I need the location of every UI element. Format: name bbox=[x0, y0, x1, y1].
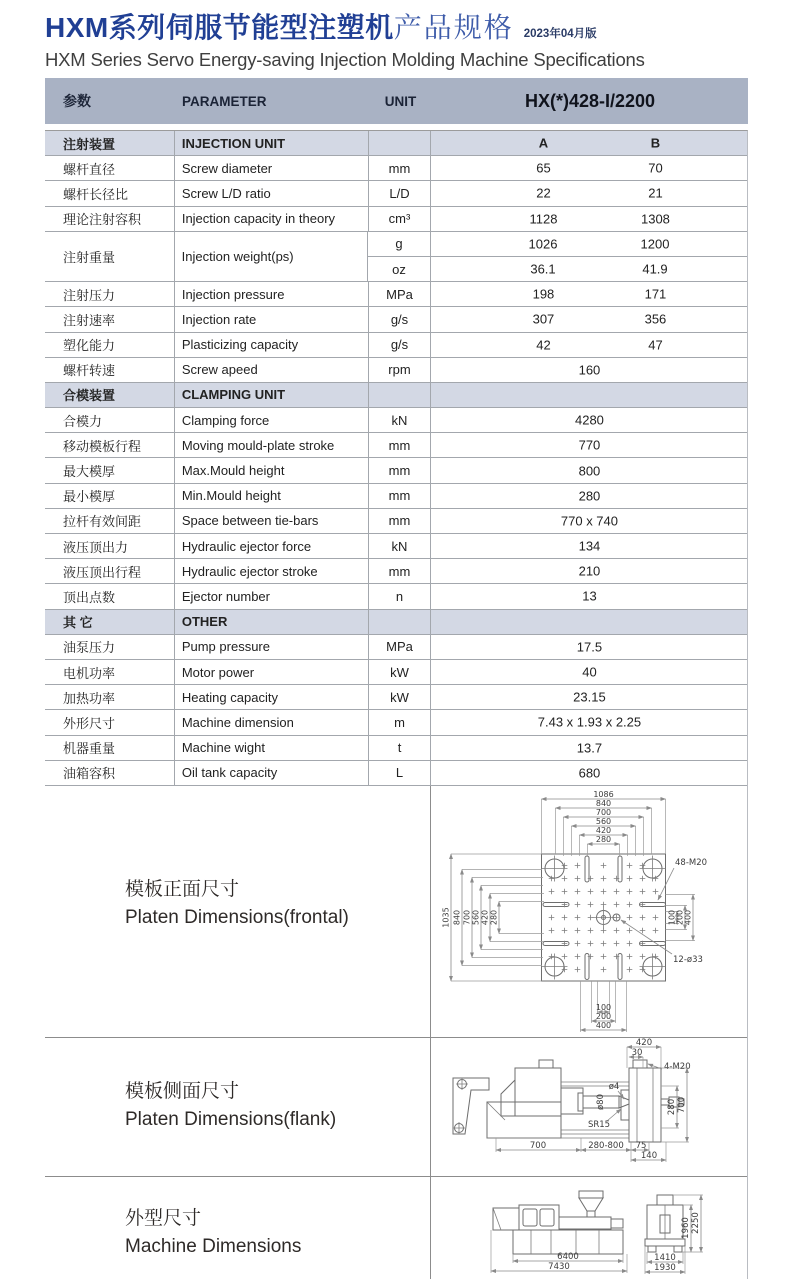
diagrams-section bbox=[45, 786, 748, 1279]
table-row bbox=[45, 635, 747, 660]
dim-label: 700 bbox=[595, 807, 612, 817]
table-row bbox=[45, 736, 747, 761]
param-zh-cell: 其 它 bbox=[45, 610, 175, 634]
param-en-cell: Pump pressure bbox=[175, 635, 369, 659]
value-cell: 17.5 bbox=[576, 639, 603, 655]
right-dimension-lines bbox=[666, 894, 696, 940]
value-cell: 280 bbox=[578, 488, 601, 504]
value-cell: 680 bbox=[578, 765, 601, 781]
diagram-label-cell bbox=[45, 1038, 431, 1176]
unit-cell: MPa bbox=[369, 282, 432, 306]
dim-label: 840 bbox=[595, 798, 612, 808]
value-cell: 65 bbox=[536, 160, 551, 176]
param-zh-cell: 注射压力 bbox=[45, 282, 175, 306]
unit-cell: g bbox=[368, 232, 431, 256]
dim-label: 75 bbox=[635, 1141, 647, 1152]
platen-frontal-drawing bbox=[431, 786, 747, 1038]
values-cell bbox=[431, 635, 747, 659]
sub-row bbox=[368, 257, 747, 281]
param-zh-cell: 加热功率 bbox=[45, 685, 175, 709]
value-cell: 198 bbox=[532, 286, 555, 302]
dim-label: 2250 bbox=[691, 1212, 701, 1235]
unit-cell: L/D bbox=[369, 181, 432, 205]
dim-label: 7430 bbox=[548, 1262, 570, 1273]
callout-tapped-holes: 4-M20 bbox=[664, 1062, 691, 1073]
value-cell: 770 x 740 bbox=[560, 513, 619, 529]
value-cell: 47 bbox=[648, 337, 663, 353]
diagram-row-machine-dimensions bbox=[45, 1177, 747, 1279]
left-dimension-lines bbox=[442, 854, 545, 981]
table-row bbox=[45, 307, 747, 332]
param-en-cell: Hydraulic ejector force bbox=[175, 534, 369, 558]
dim-label: 400 bbox=[595, 1020, 612, 1030]
top-dimension-lines bbox=[542, 790, 666, 856]
unit-cell: mm bbox=[369, 156, 432, 180]
dim-label: 1960 bbox=[681, 1217, 691, 1240]
value-cell: 41.9 bbox=[642, 261, 668, 277]
unit-cell: oz bbox=[368, 257, 431, 281]
values-cell bbox=[431, 383, 747, 407]
unit-cell: MPa bbox=[369, 635, 432, 659]
value-cell: 23.15 bbox=[573, 689, 606, 705]
param-zh-cell: 合模力 bbox=[45, 408, 175, 432]
dim-label: 100 bbox=[667, 909, 677, 926]
param-zh-cell: 移动模板行程 bbox=[45, 433, 175, 457]
param-zh-cell: 塑化能力 bbox=[45, 333, 175, 357]
col-header-param-zh: 参数 bbox=[63, 93, 91, 109]
unit-cell: mm bbox=[369, 458, 432, 482]
dim-label: 1930 bbox=[654, 1263, 676, 1274]
unit-cell: mm bbox=[369, 509, 432, 533]
table-row bbox=[45, 207, 747, 232]
machine-side-view bbox=[493, 1191, 623, 1254]
machine-end-view bbox=[645, 1195, 685, 1252]
table-row bbox=[45, 710, 747, 735]
callouts bbox=[621, 858, 707, 965]
param-en-cell: Min.Mould height bbox=[175, 484, 369, 508]
values-cell bbox=[431, 484, 747, 508]
values-cell bbox=[431, 257, 747, 281]
unit-cell bbox=[369, 610, 432, 634]
diagram-label-cell bbox=[45, 1177, 431, 1279]
unit-cell: kW bbox=[369, 685, 432, 709]
unit-cell: L bbox=[369, 761, 432, 785]
unit-cell: n bbox=[369, 584, 432, 608]
param-en-cell: Ejector number bbox=[175, 584, 369, 608]
diagram-label-zh: 模板正面尺寸 bbox=[125, 878, 240, 900]
value-cell: 22 bbox=[536, 185, 551, 201]
param-zh-cell: 注射装置 bbox=[45, 131, 175, 155]
value-cell: 160 bbox=[578, 362, 601, 378]
unit-cell: mm bbox=[369, 559, 432, 583]
value-cell: 307 bbox=[532, 311, 555, 327]
param-zh-cell: 机器重量 bbox=[45, 736, 175, 760]
param-en-cell: Max.Mould height bbox=[175, 458, 369, 482]
value-cell: 36.1 bbox=[530, 261, 556, 277]
dim-label: SR15 bbox=[587, 1120, 611, 1131]
page-header bbox=[0, 0, 790, 71]
table-row bbox=[45, 358, 747, 383]
values-cell bbox=[431, 458, 747, 482]
value-cell: A bbox=[538, 135, 549, 151]
value-cell: 770 bbox=[578, 437, 601, 453]
values-cell bbox=[431, 736, 747, 760]
dim-label: 840 bbox=[452, 909, 462, 926]
unit-cell bbox=[369, 131, 432, 155]
values-cell bbox=[431, 131, 747, 155]
machine-dimensions-drawing bbox=[431, 1177, 747, 1279]
param-zh-cell: 最小模厚 bbox=[45, 484, 175, 508]
table-header-row bbox=[45, 78, 748, 124]
dim-label: 280 bbox=[595, 834, 612, 844]
param-zh-cell: 螺杆长径比 bbox=[45, 181, 175, 205]
dim-label: ø80 bbox=[596, 1094, 606, 1111]
param-en-cell: CLAMPING UNIT bbox=[175, 383, 369, 407]
param-zh-cell: 液压顶出力 bbox=[45, 534, 175, 558]
value-cell: 171 bbox=[644, 286, 667, 302]
dim-label: 700 bbox=[462, 909, 472, 926]
values-cell bbox=[431, 408, 747, 432]
col-header-model: HX(*)428-I/2200 bbox=[524, 90, 656, 111]
value-cell: 7.43 x 1.93 x 2.25 bbox=[537, 714, 642, 730]
param-zh-cell: 螺杆直径 bbox=[45, 156, 175, 180]
values-cell bbox=[431, 181, 747, 205]
values-cell bbox=[431, 358, 747, 382]
table-row bbox=[45, 660, 747, 685]
table-row bbox=[45, 584, 747, 609]
param-en-cell: Injection capacity in theory bbox=[175, 207, 369, 231]
spec-table bbox=[45, 78, 748, 786]
unit-cell: t bbox=[369, 736, 432, 760]
param-en-cell: Hydraulic ejector stroke bbox=[175, 559, 369, 583]
value-cell: 13 bbox=[582, 588, 597, 604]
param-zh-cell: 理论注射容积 bbox=[45, 207, 175, 231]
value-cell: 21 bbox=[648, 185, 663, 201]
section-row bbox=[45, 131, 747, 156]
unit-cell bbox=[369, 383, 432, 407]
sub-row bbox=[368, 232, 747, 257]
param-en-cell: Moving mould-plate stroke bbox=[175, 433, 369, 457]
unit-cell: cm³ bbox=[369, 207, 432, 231]
dim-label: 560 bbox=[595, 816, 612, 826]
param-zh-cell: 油泵压力 bbox=[45, 635, 175, 659]
values-cell bbox=[431, 660, 747, 684]
version-label: 2023年04月版 bbox=[523, 28, 597, 40]
param-en-cell: Machine dimension bbox=[175, 710, 369, 734]
param-zh-cell: 拉杆有效间距 bbox=[45, 509, 175, 533]
dim-label: 280 bbox=[489, 909, 499, 926]
param-zh-cell: 最大模厚 bbox=[45, 458, 175, 482]
value-cell: 210 bbox=[578, 563, 601, 579]
unit-cell: mm bbox=[369, 433, 432, 457]
table-row bbox=[45, 156, 747, 181]
values-cell bbox=[431, 282, 747, 306]
values-cell bbox=[431, 534, 747, 558]
value-cell: 42 bbox=[536, 337, 551, 353]
dim-label: 560 bbox=[471, 909, 481, 926]
dim-label: 200 bbox=[595, 1011, 612, 1021]
values-cell bbox=[431, 156, 747, 180]
dim-label: 280-800 bbox=[588, 1141, 624, 1152]
value-cell: 70 bbox=[648, 160, 663, 176]
page-title-zh: HXM系列伺服节能型注塑机 bbox=[45, 12, 394, 43]
param-en-cell: Clamping force bbox=[175, 408, 369, 432]
value-cell: 40 bbox=[582, 664, 597, 680]
param-en-cell: Plasticizing capacity bbox=[175, 333, 369, 357]
param-en-cell: Heating capacity bbox=[175, 685, 369, 709]
param-zh-cell: 油箱容积 bbox=[45, 761, 175, 785]
value-cell: 1026 bbox=[528, 236, 558, 252]
value-cell: 1128 bbox=[529, 211, 558, 227]
col-header-parameter: PARAMETER bbox=[182, 93, 267, 109]
dim-label: 280 bbox=[667, 1099, 677, 1116]
unit-cell: m bbox=[369, 710, 432, 734]
section-row bbox=[45, 610, 747, 635]
values-cell bbox=[431, 509, 747, 533]
dim-label: 100 bbox=[595, 1002, 612, 1012]
values-cell bbox=[431, 307, 747, 331]
dim-label: 400 bbox=[683, 909, 693, 926]
page-title-zh-suffix: 产品规格 bbox=[393, 12, 514, 43]
param-en-cell: Space between tie-bars bbox=[175, 509, 369, 533]
diagram-art-cell bbox=[431, 786, 747, 1038]
table-body bbox=[45, 130, 748, 786]
page-title bbox=[45, 6, 790, 46]
table-row bbox=[45, 181, 747, 206]
param-zh-cell: 注射重量 bbox=[45, 232, 175, 281]
value-cell: 13.7 bbox=[576, 740, 603, 756]
diagram-row-platen-frontal bbox=[45, 786, 747, 1039]
param-en-cell: INJECTION UNIT bbox=[175, 131, 369, 155]
param-zh-cell: 注射速率 bbox=[45, 307, 175, 331]
diagram-label-zh: 模板侧面尺寸 bbox=[125, 1081, 240, 1103]
param-zh-cell: 液压顶出行程 bbox=[45, 559, 175, 583]
dim-label: ø4 bbox=[608, 1082, 620, 1093]
table-row bbox=[45, 484, 747, 509]
param-en-cell: Injection rate bbox=[175, 307, 369, 331]
col-header-unit: UNIT bbox=[384, 93, 417, 109]
values-cell bbox=[431, 433, 747, 457]
table-row bbox=[45, 761, 747, 786]
values-cell bbox=[431, 333, 747, 357]
param-zh-cell: 顶出点数 bbox=[45, 584, 175, 608]
values-cell bbox=[431, 685, 747, 709]
values-cell bbox=[431, 610, 747, 634]
value-cell: B bbox=[650, 135, 661, 151]
unit-cell: mm bbox=[369, 484, 432, 508]
table-row bbox=[45, 282, 747, 307]
dim-label: 420 bbox=[480, 909, 490, 926]
param-zh-cell: 外形尺寸 bbox=[45, 710, 175, 734]
dim-label: 6400 bbox=[557, 1252, 579, 1263]
values-cell bbox=[431, 207, 747, 231]
diagram-label-en: Platen Dimensions(flank) bbox=[125, 1109, 337, 1131]
dim-label: 700 bbox=[677, 1097, 687, 1114]
dim-label: 420 bbox=[595, 825, 612, 835]
table-row bbox=[45, 534, 747, 559]
param-en-cell: Screw L/D ratio bbox=[175, 181, 369, 205]
dim-label: 1035 bbox=[441, 907, 451, 928]
bottom-dimension-lines bbox=[581, 981, 627, 1032]
value-cell: 1308 bbox=[640, 211, 670, 227]
value-cell: 134 bbox=[578, 538, 601, 554]
table-row bbox=[45, 458, 747, 483]
dim-label: 700 bbox=[529, 1141, 547, 1152]
diagram-label-en: Platen Dimensions(frontal) bbox=[125, 906, 349, 928]
table-row bbox=[45, 232, 747, 282]
table-row bbox=[45, 685, 747, 710]
callout-through-holes: 12-ø33 bbox=[673, 954, 703, 965]
diagram-art-cell bbox=[431, 1177, 747, 1279]
param-en-cell: Machine wight bbox=[175, 736, 369, 760]
dim-label: 30 bbox=[631, 1048, 643, 1059]
value-cell: 4280 bbox=[574, 412, 604, 428]
dim-label: 420 bbox=[635, 1038, 653, 1049]
table-row bbox=[45, 408, 747, 433]
values-cell bbox=[431, 710, 747, 734]
values-cell bbox=[431, 232, 747, 256]
param-en-cell: Screw apeed bbox=[175, 358, 369, 382]
dim-label: 140 bbox=[640, 1151, 658, 1162]
section-row bbox=[45, 383, 747, 408]
dim-label: 200 bbox=[675, 909, 685, 926]
param-en-cell: Motor power bbox=[175, 660, 369, 684]
param-en-cell: Screw diameter bbox=[175, 156, 369, 180]
values-cell bbox=[431, 559, 747, 583]
values-cell bbox=[431, 761, 747, 785]
unit-cell: g/s bbox=[369, 333, 432, 357]
table-row bbox=[45, 333, 747, 358]
values-cell bbox=[431, 584, 747, 608]
dim-label: 1410 bbox=[654, 1253, 676, 1264]
diagram-label-en: Machine Dimensions bbox=[125, 1236, 302, 1258]
param-en-cell: Injection weight(ps) bbox=[175, 232, 368, 281]
param-en-cell: Oil tank capacity bbox=[175, 761, 369, 785]
table-row bbox=[45, 509, 747, 534]
page-title-en: HXM Series Servo Energy-saving Injection Molding Machine Specifications bbox=[45, 49, 645, 70]
value-cell: 1200 bbox=[640, 236, 670, 252]
param-zh-cell: 合模装置 bbox=[45, 383, 175, 407]
table-row bbox=[45, 433, 747, 458]
unit-cell: kN bbox=[369, 408, 432, 432]
diagram-label-cell bbox=[45, 786, 431, 1038]
unit-cell: kW bbox=[369, 660, 432, 684]
param-zh-cell: 螺杆转速 bbox=[45, 358, 175, 382]
param-en-cell: Injection pressure bbox=[175, 282, 369, 306]
diagram-label-zh: 外型尺寸 bbox=[125, 1208, 202, 1230]
param-en-cell: OTHER bbox=[175, 610, 369, 634]
unit-cell: g/s bbox=[369, 307, 432, 331]
value-cell: 356 bbox=[644, 311, 667, 327]
unit-cell: rpm bbox=[369, 358, 432, 382]
param-zh-cell: 电机功率 bbox=[45, 660, 175, 684]
table-row bbox=[45, 559, 747, 584]
platen-flank-drawing bbox=[431, 1038, 747, 1176]
double-row-values bbox=[368, 232, 747, 281]
unit-cell: kN bbox=[369, 534, 432, 558]
dim-label: 1086 bbox=[593, 789, 614, 799]
diagram-art-cell bbox=[431, 1038, 747, 1176]
diagram-row-platen-flank bbox=[45, 1038, 747, 1177]
callout-tapped-holes: 48-M20 bbox=[675, 857, 708, 868]
value-cell: 800 bbox=[578, 463, 601, 479]
